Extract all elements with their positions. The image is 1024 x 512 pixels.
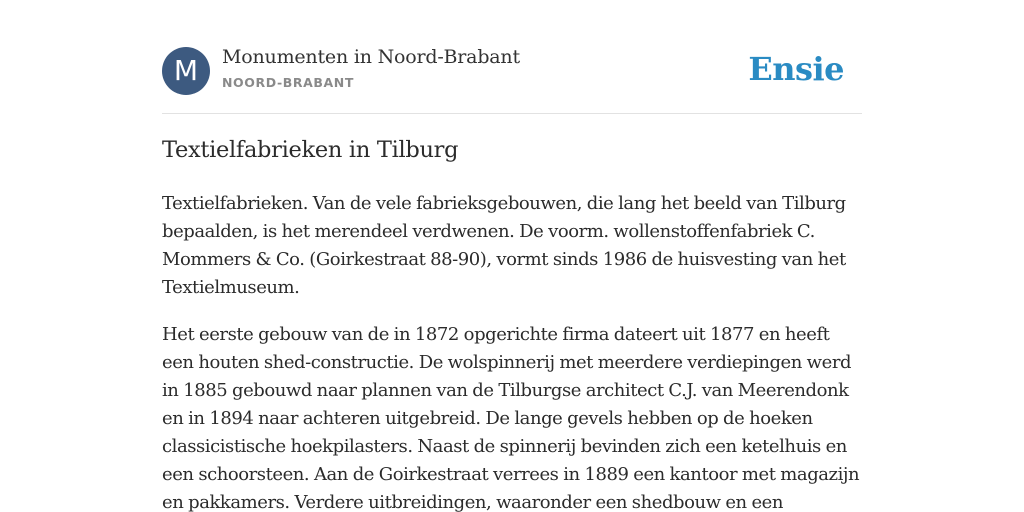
header-divider <box>162 113 862 114</box>
article-title: Textielfabrieken in Tilburg <box>162 137 459 163</box>
brand-logo[interactable]: Ensie <box>748 50 844 88</box>
article-paragraph: Het eerste gebouw van de in 1872 opgerichte firma dateert uit 1877 en heeft een houten shed-constructie. De wolspinnerij met meerdere verdiepingen werd in 1885 gebouwd naar plannen van de Tilburgse architect C.J. van Meerendonk en in 1894 naar achteren uitgebreid. De lange gevels hebben op de hoeken classicistische hoekpilasters. Naast de spinnerij bevinden zich een ketelhuis en een schoorsteen. Aan de Goirkestraat verrees in 1889 een kantoor met magazijn en pakkamers. Verdere uitbreidingen, waaronder een shedbouw en een <box>162 324 860 512</box>
site-title[interactable]: Monumenten in Noord-Brabant <box>222 46 520 68</box>
site-subtitle[interactable]: NOORD-BRABANT <box>222 75 354 90</box>
site-header <box>162 46 862 96</box>
article-body <box>162 190 862 512</box>
article-paragraph: Textielfabrieken. Van de vele fabrieksgebouwen, die lang het beeld van Tilburg bepaalden, is het merendeel verdwenen. De voorm. wollenstoffenfabriek C. Mommers & Co. (Goirkestraat 88-90), vormt sinds 1986 de huisvesting van het Textielmuseum. <box>162 193 846 298</box>
avatar[interactable]: M <box>162 47 210 95</box>
